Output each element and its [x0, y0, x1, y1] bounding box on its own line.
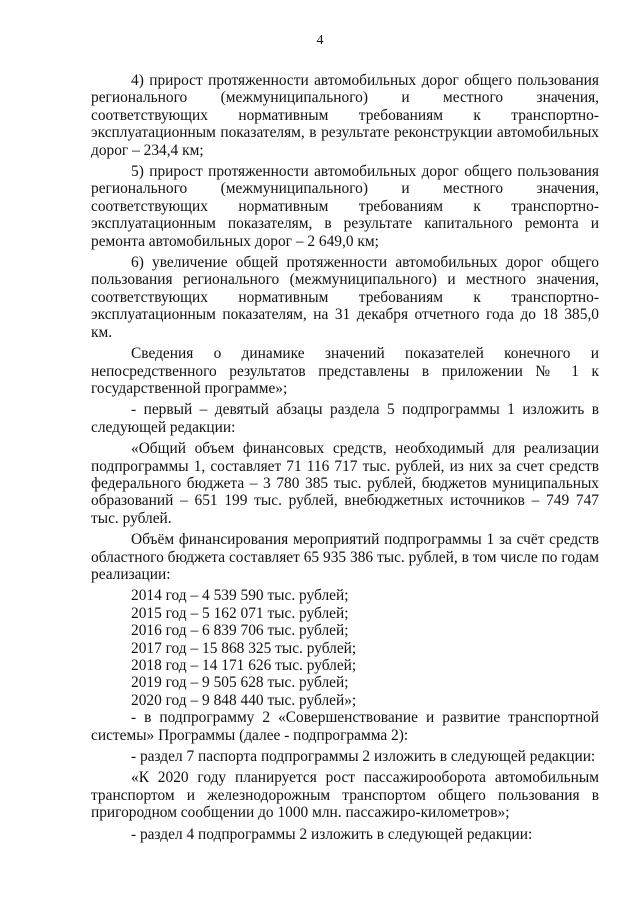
paragraph-item-6: 6) увеличение общей протяженности автомобильных дорог общего пользования регионального (межмуниципального) и местного значения, соответствующих нормативным требованиям к транспортно-эксплуатационным показателям, на 31 декабря отчетного года до 18 385,0 км. — [91, 254, 599, 341]
paragraph-item-5: 5) прирост протяженности автомобильных дорог общего пользования регионального (межмуниципального) и местного значения, соответствующих нормативным требованиям к транспортно-эксплуатационным показателям, в результате капитального ремонта и ремонта автомобильных дорог – 2 649,0 км; — [91, 163, 599, 250]
funding-year-2020: 2020 год – 9 848 440 тыс. рублей»; — [131, 691, 357, 709]
paragraph-section7-passport: - раздел 7 паспорта подпрограммы 2 изложить в следующей редакции: — [131, 748, 596, 766]
funding-year-2017: 2017 год – 15 868 325 тыс. рублей; — [131, 639, 357, 657]
funding-year-2015: 2015 год – 5 162 071 тыс. рублей; — [131, 604, 349, 622]
paragraph-section4-amendment: - раздел 4 подпрограммы 2 изложить в следующей редакции: — [131, 825, 533, 843]
paragraph-item-4: 4) прирост протяженности автомобильных дорог общего пользования регионального (межмуниципального) и местного значения, соответствующих нормативным требованиям к транспортно-эксплуатационным показателям, в результате реконструкции автомобильных дорог – 234,4 км; — [91, 72, 599, 159]
page-number: 4 — [316, 33, 324, 48]
paragraph-total-funding: «Общий объем финансовых средств, необходимый для реализации подпрограммы 1, составляет 71 116 717 тыс. рублей, из них за счет средств федерального бюджета – 3 780 385 тыс. рублей, бюджетов муниципальных образований – 651 199 тыс. рублей, внебюджетных источников – 749 747 тыс. рублей. — [91, 440, 599, 527]
paragraph-regional-funding: Объём финансирования мероприятий подпрограммы 1 за счёт средств областного бюджета составляет 65 935 386 тыс. рублей, в том числе по годам реализации: — [91, 531, 599, 583]
paragraph-passenger-turnover: «К 2020 году планируется рост пассажирооборота автомобильным транспортом и железнодорожным транспортом общего пользования в пригородном сообщении до 1000 млн. пассажиро-километров»; — [91, 769, 599, 822]
funding-year-2018: 2018 год – 14 171 626 тыс. рублей; — [131, 657, 357, 674]
funding-year-2019: 2019 год – 9 505 628 тыс. рублей; — [131, 674, 349, 692]
paragraph-subprogram2-amendment: - в подпрограмму 2 «Совершенствование и развитие транспортной системы» Программы (далее - подпрограмма 2): — [91, 709, 599, 744]
paragraph-indicators-info: Сведения о динамике значений показателей конечного и непосредственного результатов представлены в приложении № 1 к государственной программе»; — [91, 345, 599, 397]
document-body — [91, 72, 599, 843]
paragraph-section5-amendment: - первый – девятый абзацы раздела 5 подпрограммы 1 изложить в следующей редакции: — [91, 401, 599, 436]
funding-year-2014: 2014 год – 4 539 590 тыс. рублей; — [131, 587, 349, 605]
funding-year-2016: 2016 год – 6 839 706 тыс. рублей; — [131, 622, 349, 640]
